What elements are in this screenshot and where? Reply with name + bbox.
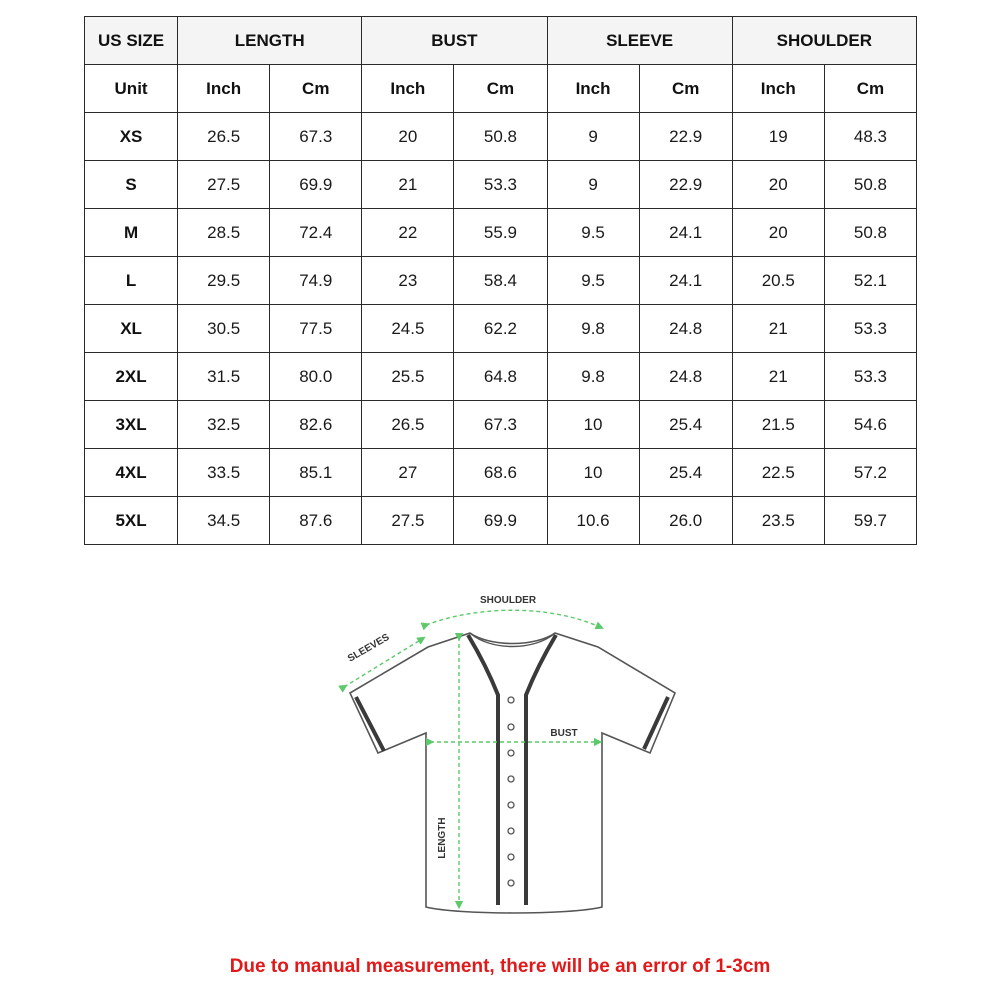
table-row xyxy=(85,449,917,497)
measurement-cell: 69.9 xyxy=(454,497,547,545)
measurement-cell: 22 xyxy=(362,209,454,257)
measurement-cell: 87.6 xyxy=(270,497,362,545)
measurement-cell: 68.6 xyxy=(454,449,547,497)
size-cell: 5XL xyxy=(85,497,178,545)
measurement-cell: 82.6 xyxy=(270,401,362,449)
size-chart-table xyxy=(84,16,917,545)
measurement-cell: 20 xyxy=(732,161,824,209)
measurement-cell: 54.6 xyxy=(824,401,916,449)
measurement-error-note: Due to manual measurement, there will be an error of 1-3cm xyxy=(229,956,771,977)
measurement-cell: 24.8 xyxy=(639,353,732,401)
size-cell: XL xyxy=(85,305,178,353)
jersey-diagram xyxy=(330,585,700,930)
size-table-body xyxy=(85,113,917,545)
unit-header-row xyxy=(85,65,917,113)
table-row xyxy=(85,257,917,305)
table-row xyxy=(85,353,917,401)
measurement-cell: 9 xyxy=(547,113,639,161)
measurement-cell: 21 xyxy=(732,353,824,401)
table-row xyxy=(85,161,917,209)
measurement-cell: 34.5 xyxy=(178,497,270,545)
measurement-cell: 22.5 xyxy=(732,449,824,497)
measurement-cell: 67.3 xyxy=(270,113,362,161)
measurement-cell: 25.5 xyxy=(362,353,454,401)
size-cell: 4XL xyxy=(85,449,178,497)
measurement-cell: 30.5 xyxy=(178,305,270,353)
measurement-cell: 24.8 xyxy=(639,305,732,353)
size-cell: S xyxy=(85,161,178,209)
measurement-cell: 25.4 xyxy=(639,401,732,449)
measurement-cell: 24.5 xyxy=(362,305,454,353)
bust-label: BUST xyxy=(550,728,578,739)
measurement-cell: 57.2 xyxy=(824,449,916,497)
measurement-cell: 48.3 xyxy=(824,113,916,161)
size-cell: 3XL xyxy=(85,401,178,449)
measurement-cell: 26.5 xyxy=(178,113,270,161)
measurement-cell: 26.5 xyxy=(362,401,454,449)
measurement-cell: 33.5 xyxy=(178,449,270,497)
size-cell: 2XL xyxy=(85,353,178,401)
sleeves-label: SLEEVES xyxy=(346,632,392,665)
measurement-cell: 20 xyxy=(732,209,824,257)
measurement-cell: 27.5 xyxy=(178,161,270,209)
size-cell: M xyxy=(85,209,178,257)
header-sleeve: SLEEVE xyxy=(547,17,732,65)
header-shoulder: SHOULDER xyxy=(732,17,916,65)
header-us-size: US SIZE xyxy=(85,17,178,65)
measurement-cell: 21 xyxy=(732,305,824,353)
measurement-cell: 9.5 xyxy=(547,257,639,305)
unit-cell: Inch xyxy=(732,65,824,113)
measurement-cell: 53.3 xyxy=(824,305,916,353)
header-length: LENGTH xyxy=(178,17,362,65)
table-row xyxy=(85,113,917,161)
jersey-outline xyxy=(350,633,675,913)
measurement-cell: 9 xyxy=(547,161,639,209)
measurement-cell: 22.9 xyxy=(639,161,732,209)
measurement-cell: 55.9 xyxy=(454,209,547,257)
shoulder-measure-line xyxy=(426,610,600,627)
unit-cell: Cm xyxy=(824,65,916,113)
length-label: LENGTH xyxy=(437,817,448,859)
header-bust: BUST xyxy=(362,17,547,65)
measurement-cell: 21.5 xyxy=(732,401,824,449)
unit-cell: Inch xyxy=(178,65,270,113)
measurement-cell: 25.4 xyxy=(639,449,732,497)
size-cell: L xyxy=(85,257,178,305)
group-header-row xyxy=(85,17,917,65)
unit-cell: Cm xyxy=(639,65,732,113)
measurement-cell: 10.6 xyxy=(547,497,639,545)
measurement-cell: 9.5 xyxy=(547,209,639,257)
measurement-cell: 26.0 xyxy=(639,497,732,545)
measurement-cell: 29.5 xyxy=(178,257,270,305)
unit-label-cell: Unit xyxy=(85,65,178,113)
unit-cell: Inch xyxy=(362,65,454,113)
measurement-cell: 9.8 xyxy=(547,305,639,353)
measurement-cell: 24.1 xyxy=(639,209,732,257)
measurement-cell: 53.3 xyxy=(824,353,916,401)
measurement-cell: 19 xyxy=(732,113,824,161)
measurement-cell: 64.8 xyxy=(454,353,547,401)
measurement-cell: 62.2 xyxy=(454,305,547,353)
measurement-cell: 27 xyxy=(362,449,454,497)
measurement-cell: 58.4 xyxy=(454,257,547,305)
measurement-cell: 23.5 xyxy=(732,497,824,545)
measurement-cell: 59.7 xyxy=(824,497,916,545)
measurement-cell: 27.5 xyxy=(362,497,454,545)
measurement-cell: 50.8 xyxy=(824,209,916,257)
measurement-cell: 50.8 xyxy=(824,161,916,209)
size-cell: XS xyxy=(85,113,178,161)
table-row xyxy=(85,401,917,449)
measurement-cell: 10 xyxy=(547,401,639,449)
measurement-cell: 80.0 xyxy=(270,353,362,401)
unit-cell: Cm xyxy=(270,65,362,113)
measurement-cell: 28.5 xyxy=(178,209,270,257)
table-row xyxy=(85,497,917,545)
measurement-cell: 10 xyxy=(547,449,639,497)
measurement-cell: 31.5 xyxy=(178,353,270,401)
measurement-cell: 32.5 xyxy=(178,401,270,449)
measurement-cell: 21 xyxy=(362,161,454,209)
measurement-cell: 50.8 xyxy=(454,113,547,161)
measurement-cell: 9.8 xyxy=(547,353,639,401)
measurement-cell: 77.5 xyxy=(270,305,362,353)
shoulder-label: SHOULDER xyxy=(479,595,537,606)
measurement-cell: 52.1 xyxy=(824,257,916,305)
measurement-cell: 53.3 xyxy=(454,161,547,209)
measurement-cell: 20 xyxy=(362,113,454,161)
measurement-cell: 22.9 xyxy=(639,113,732,161)
unit-cell: Inch xyxy=(547,65,639,113)
measurement-cell: 74.9 xyxy=(270,257,362,305)
measurement-cell: 24.1 xyxy=(639,257,732,305)
measurement-cell: 67.3 xyxy=(454,401,547,449)
unit-cell: Cm xyxy=(454,65,547,113)
table-row xyxy=(85,209,917,257)
measurement-cell: 85.1 xyxy=(270,449,362,497)
table-row xyxy=(85,305,917,353)
measurement-cell: 69.9 xyxy=(270,161,362,209)
measurement-cell: 20.5 xyxy=(732,257,824,305)
measurement-cell: 23 xyxy=(362,257,454,305)
measurement-cell: 72.4 xyxy=(270,209,362,257)
